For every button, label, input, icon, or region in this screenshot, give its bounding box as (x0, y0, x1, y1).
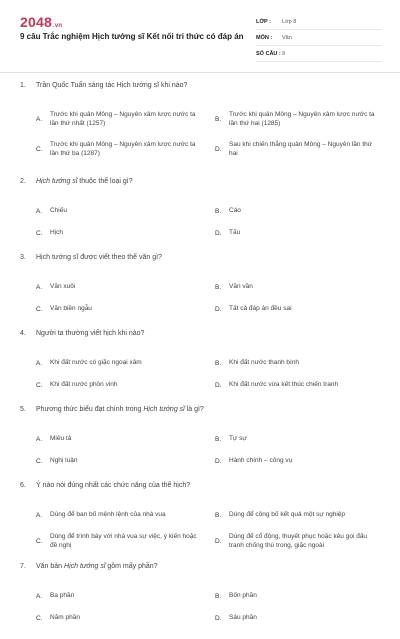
meta-label: SỐ CÂU : (256, 50, 281, 57)
question-text (20, 82, 382, 96)
option-letter: D. (215, 457, 222, 465)
option-c[interactable] (36, 222, 203, 244)
question-1 (20, 82, 382, 178)
option-letter: B. (215, 511, 222, 519)
option-c[interactable] (36, 450, 203, 472)
question-number: 3. (20, 254, 26, 261)
option-text: Dùng để công bố kết quả một sự nghiệp (229, 511, 346, 519)
question-text-after: thuộc thể loại gì? (77, 178, 133, 185)
option-b[interactable] (215, 352, 382, 374)
option-letter: B. (215, 435, 222, 443)
option-letter: D. (215, 305, 222, 313)
page-title: 9 câu Trắc nghiệm Hịch tướng sĩ Kết nối tri thức có đáp án (20, 32, 244, 41)
option-d[interactable] (215, 298, 382, 320)
option-a[interactable] (36, 276, 203, 298)
option-b[interactable] (215, 276, 382, 298)
option-text: Ba phần (50, 592, 75, 600)
option-text: Trước khi quân Mông – Nguyên xâm lược nước ta lần thứ nhất (1257) (50, 110, 196, 127)
option-letter: D. (215, 537, 222, 545)
option-d[interactable] (215, 526, 382, 556)
option-text: Văn vần (229, 283, 253, 291)
option-text: Tấu (229, 229, 241, 237)
question-body (36, 178, 133, 192)
question-body (36, 563, 158, 577)
option-text: Sáu phần (229, 614, 257, 622)
option-text: Khi đất nước vừa kết thúc chiến tranh (229, 381, 339, 389)
option-letter: A. (36, 115, 43, 123)
meta-value: Lớp 8 (282, 18, 297, 25)
option-text: Tự sự (229, 435, 247, 443)
option-text: Dùng để cổ động, thuyết phục hoặc kêu gọi đấu tranh chống thù trong, giặc ngoài (229, 532, 368, 549)
option-a[interactable] (36, 200, 203, 222)
option-letter: B. (215, 115, 222, 123)
option-letter: C. (36, 381, 43, 389)
question-body (36, 82, 187, 96)
option-letter: B. (215, 283, 222, 291)
option-grid (20, 276, 382, 320)
question-text-before: Hịch tướng sĩ được viết theo thể văn gì? (36, 254, 162, 261)
question-number: 2. (20, 178, 26, 185)
option-b[interactable] (215, 585, 382, 607)
option-grid (20, 585, 382, 629)
option-text: Khi đất nước có giặc ngoại xâm (50, 359, 142, 367)
option-letter: D. (215, 381, 222, 389)
option-letter: C. (36, 229, 43, 237)
question-text-before: Văn bản (36, 563, 65, 570)
meta-label: MÔN : (256, 34, 273, 41)
question-text (20, 254, 382, 268)
question-text-italic: Hịch tướng sĩ (36, 178, 78, 185)
option-b[interactable] (215, 104, 382, 134)
option-letter: D. (215, 145, 222, 153)
question-number: 4. (20, 330, 26, 337)
option-letter: A. (36, 207, 43, 215)
option-c[interactable] (36, 526, 203, 556)
option-c[interactable] (36, 374, 203, 396)
option-text: Khi đất nước thanh bình (229, 359, 300, 367)
option-a[interactable] (36, 585, 203, 607)
question-text-before: Phương thức biểu đạt chính trong (36, 406, 144, 413)
option-text: Hịch (50, 229, 64, 237)
option-text: Khi đất nước phồn vinh (50, 381, 118, 389)
option-d[interactable] (215, 374, 382, 396)
option-grid (20, 428, 382, 472)
option-text: Trước khi quân Mông – Nguyên xâm lược nước ta lần thứ ba (1287) (50, 140, 196, 157)
question-2 (20, 178, 382, 254)
meta-row-class (256, 14, 382, 30)
header-divider (0, 72, 400, 73)
option-text: Hành chính – công vụ (229, 457, 293, 465)
option-grid (20, 200, 382, 244)
option-letter: A. (36, 359, 43, 367)
option-letter: C. (36, 614, 43, 622)
meta-row-subject (256, 30, 382, 46)
brand-suffix: .vn (52, 23, 63, 29)
option-d[interactable] (215, 222, 382, 244)
meta-value: 9 (282, 50, 286, 57)
option-text: Văn biền ngẫu (50, 305, 92, 313)
option-a[interactable] (36, 352, 203, 374)
option-text: Chiếu (50, 207, 67, 215)
question-body (36, 406, 204, 420)
question-body (36, 330, 144, 344)
brand-logo[interactable] (20, 14, 62, 30)
option-text: Văn xuôi (50, 283, 76, 291)
option-letter: B. (215, 207, 222, 215)
question-7 (20, 563, 382, 639)
option-letter: C. (36, 305, 43, 313)
question-list (20, 82, 382, 639)
option-b[interactable] (215, 200, 382, 222)
option-c[interactable] (36, 607, 203, 629)
option-a[interactable] (36, 428, 203, 450)
meta-panel (256, 14, 382, 62)
option-text: Dùng để trình bày với nhà vua sự việc, ý kiến hoặc đề nghị (50, 532, 197, 549)
question-text (20, 563, 382, 577)
option-letter: C. (36, 457, 43, 465)
option-d[interactable] (215, 450, 382, 472)
question-body (36, 254, 162, 268)
question-text-before: Người ta thường viết hịch khi nào? (36, 330, 145, 337)
meta-label: LỚP : (256, 18, 271, 25)
option-letter: C. (36, 145, 43, 153)
option-c[interactable] (36, 134, 203, 164)
question-number: 5. (20, 406, 26, 413)
option-letter: A. (36, 435, 43, 443)
option-text: Cáo (229, 207, 241, 215)
question-text-before: Ý nào nói đúng nhất các chức năng của thể hịch? (36, 482, 191, 489)
meta-value: Văn (282, 34, 292, 41)
option-text: Trước khi quân Mông – Nguyên xâm lược nước ta lần thứ hai (1285) (229, 110, 375, 127)
question-text-italic: Hịch tướng sĩ (64, 563, 106, 570)
question-body (36, 482, 190, 496)
option-b[interactable] (215, 428, 382, 450)
option-d[interactable] (215, 134, 382, 164)
question-text (20, 406, 382, 420)
option-grid (20, 504, 382, 556)
option-a[interactable] (36, 504, 203, 526)
question-6 (20, 482, 382, 563)
question-text-italic: Hịch tướng sĩ (143, 406, 185, 413)
question-text (20, 178, 382, 192)
meta-row-count (256, 46, 382, 62)
question-4 (20, 330, 382, 406)
option-letter: B. (215, 359, 222, 367)
option-text: Năm phần (50, 614, 80, 622)
option-text: Dùng để ban bố mệnh lệnh của nhà vua (50, 511, 166, 519)
question-text (20, 482, 382, 496)
page-header (20, 14, 382, 62)
option-letter: A. (36, 283, 43, 291)
question-5 (20, 406, 382, 482)
option-text: Bốn phần (229, 592, 257, 600)
option-letter: A. (36, 511, 43, 519)
option-text: Tất cả đáp án đều sai (229, 305, 292, 313)
question-number: 1. (20, 82, 26, 89)
question-text-after: gồm mấy phần? (105, 563, 158, 570)
option-a[interactable] (36, 104, 203, 134)
option-letter: A. (36, 592, 43, 600)
option-text: Nghị luận (50, 457, 78, 465)
option-c[interactable] (36, 298, 203, 320)
question-number: 7. (20, 563, 26, 570)
option-letter: D. (215, 614, 222, 622)
brand-name: 2048 (20, 14, 52, 30)
option-letter: D. (215, 229, 222, 237)
option-b[interactable] (215, 504, 382, 526)
option-text: Sau khi chiến thắng quân Mông – Nguyên lần thứ hai (229, 140, 373, 157)
option-grid (20, 104, 382, 164)
option-letter: C. (36, 537, 43, 545)
option-letter: B. (215, 592, 222, 600)
question-3 (20, 254, 382, 330)
question-number: 6. (20, 482, 26, 489)
option-grid (20, 352, 382, 396)
option-text: Miêu tả (50, 435, 72, 443)
option-d[interactable] (215, 607, 382, 629)
question-text-after: là gì? (184, 406, 204, 413)
question-text (20, 330, 382, 344)
question-text-before: Trần Quốc Tuấn sáng tác Hịch tướng sĩ khi nào? (36, 82, 188, 89)
